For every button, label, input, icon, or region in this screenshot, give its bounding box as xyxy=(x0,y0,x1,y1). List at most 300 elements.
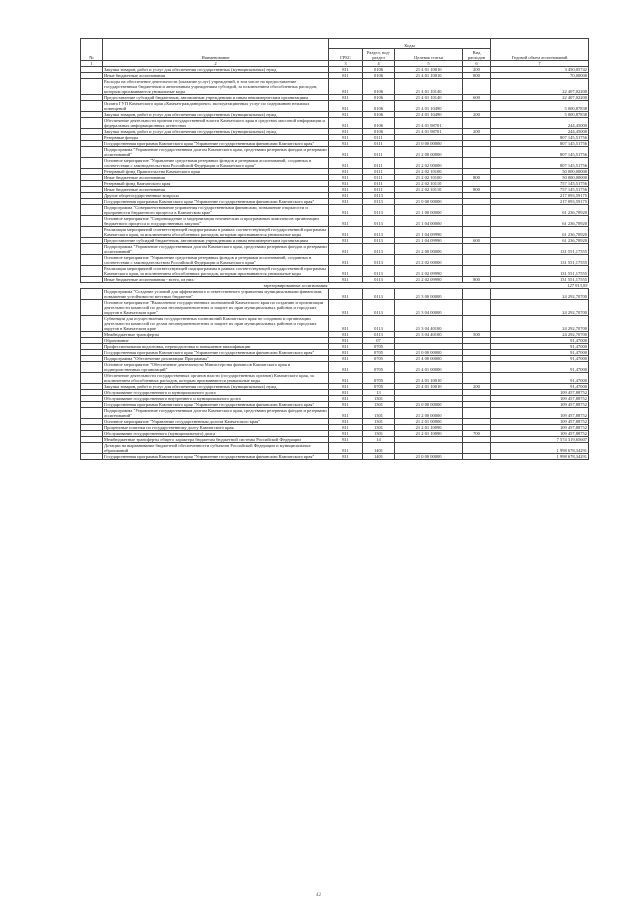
cell-name: Подпрограмма "Управление государственным долгом Камчатского края, средствами резервных фондов и резервами ассигнований" xyxy=(104,408,327,418)
table-row xyxy=(81,101,589,112)
cell-amount: 22 407,02200 xyxy=(491,79,589,95)
cell-num xyxy=(81,300,103,316)
cell-amount: 757 145,51756 xyxy=(491,181,589,187)
cell-amount: 807 145,51756 xyxy=(491,147,589,158)
cell-name: Резервный фонд Правительства Камчатского края xyxy=(103,169,329,175)
cell-name: Основное мероприятие "Управление государственным долгом Камчатского края" xyxy=(103,419,329,425)
col-number: 1 xyxy=(81,61,103,67)
col-number: 3 xyxy=(329,61,363,67)
cell-csr: 21 2 02 00000 xyxy=(395,255,463,266)
cell-vr xyxy=(463,158,491,169)
cell-grbs: 811 xyxy=(329,181,363,187)
header-codes: Коды xyxy=(329,39,491,49)
cell-grbs: 811 xyxy=(329,67,363,73)
cell-amount: 244,45000 xyxy=(491,118,589,129)
cell-rz: 0705 xyxy=(363,344,395,350)
table-row xyxy=(81,158,589,169)
table-row xyxy=(81,443,589,454)
cell-vr: 200 xyxy=(463,129,491,135)
cell-grbs: 811 xyxy=(329,437,363,443)
header-row-top xyxy=(81,39,589,49)
cell-num xyxy=(81,373,103,384)
cell-grbs: 811 xyxy=(329,118,363,129)
cell-csr: 21 2 00 00000 xyxy=(395,408,463,419)
cell-amount: 5 000,87838 xyxy=(491,112,589,118)
cell-grbs: 811 xyxy=(329,227,363,238)
cell-rz: 0113 xyxy=(363,289,395,300)
cell-grbs: 811 xyxy=(329,344,363,350)
cell-amount: 91,47000 xyxy=(491,373,589,384)
cell-amount: 50 000,00000 xyxy=(491,175,589,181)
cell-grbs: 811 xyxy=(329,112,363,118)
cell-name: Другие общегосударственные вопросы xyxy=(103,193,329,199)
cell-grbs: 811 xyxy=(329,419,363,425)
cell-amount: 91,47000 xyxy=(491,356,589,362)
cell-amount: 91,47000 xyxy=(491,350,589,356)
cell-amount: 131 551,17555 xyxy=(491,277,589,283)
cell-rz: 0113 xyxy=(363,266,395,277)
cell-csr: 21 3 04 40100 xyxy=(395,332,463,338)
header-name: Наименование xyxy=(103,39,329,61)
cell-name: Основное мероприятие "Управление средствами резервных фондов и резервами ассигнований, созданных в соответствии с законодательством Российской Федерации и Камчатского края" xyxy=(103,158,329,169)
cell-grbs: 811 xyxy=(329,350,363,356)
cell-amount: 61 236,70920 xyxy=(491,216,589,227)
cell-grbs: 811 xyxy=(329,425,363,431)
cell-vr xyxy=(463,101,491,112)
cell-csr: 21 4 01 10140 xyxy=(395,95,463,101)
cell-name: Реализация мероприятий соответствующей подпрограммы в рамках соответствующей государственной программы Камчатского края, за исключением обособленных расходов, которым присваиваются уникальные коды xyxy=(103,227,329,238)
cell-rz: 0113 xyxy=(363,300,395,316)
table-row xyxy=(81,255,589,266)
cell-csr: 21 4 01 10010 xyxy=(395,373,463,384)
cell-amount: 24 292,70700 xyxy=(491,289,589,300)
cell-rz: 0705 xyxy=(363,362,395,373)
cell-name: Подпрограмма "Обеспечение реализации Программы" xyxy=(103,356,329,362)
cell-vr xyxy=(463,362,491,373)
cell-rz: 0106 xyxy=(363,129,395,135)
header-grbs: ГРБС xyxy=(329,49,363,61)
cell-amount: 217 093,59175 xyxy=(491,199,589,205)
cell-csr: 21 2 00 00000 xyxy=(395,244,463,255)
cell-grbs: 811 xyxy=(329,396,363,402)
cell-amount: 109 457,88752 xyxy=(491,425,589,431)
cell-name: Оплата ГУП Камчатского края «Камчатгражданпроект» эксплуатационных услуг по содержанию нежилых помещений xyxy=(103,101,329,112)
col-number: 7 xyxy=(491,61,589,67)
cell-vr xyxy=(463,300,491,316)
cell-vr xyxy=(463,266,491,277)
cell-csr: 21 4 00 00000 xyxy=(395,356,463,362)
budget-sheet xyxy=(80,38,588,460)
cell-vr xyxy=(463,205,491,216)
cell-grbs: 811 xyxy=(329,205,363,216)
cell-vr xyxy=(463,255,491,266)
cell-grbs: 811 xyxy=(329,95,363,101)
header-num: № xyxy=(81,39,103,61)
cell-name: Подпрограмма "Совершенствование управления государственными финансами, повышение открытости и прозрачности бюджетного процесса в Камчатском крае" xyxy=(103,205,329,216)
cell-amount: 131 551,17555 xyxy=(491,244,589,255)
cell-name: Закупка товаров, работ и услуг для обеспечения государственных (муниципальных) нужд xyxy=(103,112,329,118)
cell-grbs: 811 xyxy=(329,255,363,266)
cell-rz: 0106 xyxy=(363,67,395,73)
cell-rz: 1401 xyxy=(363,454,395,460)
cell-csr: 21 2 02 09990 xyxy=(395,277,463,283)
cell-grbs: 811 xyxy=(329,135,363,141)
cell-name: Подпрограмма "Управление государственным долгом Камчатского края, средствами резервных фондов и резервами ассигнований" xyxy=(104,244,327,254)
cell-name: Обеспечение деятельности органов государственной власти Камчатского края в средствах массовой информации и федеральных информационных агентствах xyxy=(103,118,329,129)
cell-num xyxy=(81,101,103,112)
cell-vr xyxy=(463,408,491,419)
cell-amount: 244,45000 xyxy=(491,129,589,135)
cell-csr: 21 0 00 00000 xyxy=(395,199,463,205)
cell-vr: 600 xyxy=(463,238,491,244)
cell-grbs: 811 xyxy=(329,289,363,300)
cell-num xyxy=(81,454,103,460)
cell-csr: 21 4 01 10490 xyxy=(395,112,463,118)
cell-vr: 200 xyxy=(463,112,491,118)
cell-rz: 1401 xyxy=(363,443,395,454)
cell-name: Процентные платежи по государственному долгу Камчатского края xyxy=(103,425,329,431)
table-row xyxy=(81,289,589,300)
cell-name: Иные бюджетные ассигнования - всего, из них: xyxy=(103,277,329,283)
cell-rz: 0705 xyxy=(363,350,395,356)
cell-grbs: 811 xyxy=(329,175,363,181)
cell-name: Государственная программа Камчатского края "Управление государственными финансами Камчатского края" xyxy=(103,402,329,408)
cell-vr xyxy=(463,443,491,454)
cell-rz: 1301 xyxy=(363,402,395,408)
cell-name: Предоставление субсидий бюджетным, автономным учреждениям и иным некоммерческим организациям xyxy=(103,95,329,101)
cell-vr: 200 xyxy=(463,384,491,390)
cell-csr: 21 1 04 09990 xyxy=(395,227,463,238)
cell-amount: 109 457,88752 xyxy=(491,396,589,402)
table-row xyxy=(81,118,589,129)
cell-rz: 0111 xyxy=(363,181,395,187)
cell-amount: 22 407,02200 xyxy=(491,95,589,101)
cell-amount: 91,47000 xyxy=(491,362,589,373)
cell-name: Резервные фонды xyxy=(103,135,329,141)
cell-amount: 217 093,59175 xyxy=(491,193,589,199)
cell-vr: 800 xyxy=(463,175,491,181)
cell-grbs: 811 xyxy=(329,454,363,460)
cell-vr: 800 xyxy=(463,187,491,193)
table-row xyxy=(81,300,589,316)
cell-csr: 21 4 01 10140 xyxy=(395,79,463,95)
cell-name: Государственная программа Камчатского края "Управление государственными финансами Камчатского края" xyxy=(103,141,329,147)
cell-num xyxy=(81,255,103,266)
cell-grbs: 811 xyxy=(329,244,363,255)
cell-grbs: 811 xyxy=(329,390,363,396)
table-row xyxy=(81,408,589,419)
cell-name: Обслуживание государственного (муниципального) долга xyxy=(103,431,329,437)
cell-csr: 21 1 04 09990 xyxy=(395,238,463,244)
cell-grbs: 811 xyxy=(329,384,363,390)
cell-vr: 700 xyxy=(463,431,491,437)
table-row xyxy=(81,266,589,277)
cell-num xyxy=(81,443,103,454)
cell-rz: 0113 xyxy=(363,199,395,205)
cell-vr: 500 xyxy=(463,332,491,338)
cell-name: Иные бюджетные ассигнования xyxy=(103,187,329,193)
col-number: 6 xyxy=(463,61,491,67)
cell-name: Обслуживание государственного внутреннего и муниципального долга xyxy=(103,396,329,402)
cell-csr: 21 0 00 00000 xyxy=(395,454,463,460)
col-number: 5 xyxy=(395,61,463,67)
cell-amount: 24 292,70700 xyxy=(491,332,589,338)
table-row xyxy=(81,454,589,460)
cell-grbs: 811 xyxy=(329,277,363,283)
cell-grbs: 811 xyxy=(329,129,363,135)
cell-num xyxy=(81,266,103,277)
cell-name: Основное мероприятие "Выполнение государственных полномочий Камчатского края по созданию и организации деятельности комиссий по делам несовершеннолетних и защите их прав муниципальных районов и городских округов в Камчатском крае" xyxy=(103,300,329,316)
cell-grbs: 811 xyxy=(329,158,363,169)
cell-num xyxy=(81,362,103,373)
cell-grbs: 811 xyxy=(329,169,363,175)
cell-rz: 1301 xyxy=(363,419,395,425)
cell-csr: 21 0 00 00000 xyxy=(395,350,463,356)
cell-amount: 131 551,17555 xyxy=(491,266,589,277)
cell-num xyxy=(81,408,103,419)
cell-grbs: 811 xyxy=(329,73,363,79)
cell-name: Дотации на выравнивание бюджетной обеспеченности субъектов Российской Федерации и муниципальных образований xyxy=(103,443,329,454)
cell-rz: 0106 xyxy=(363,79,395,95)
cell-rz: 0113 xyxy=(363,238,395,244)
cell-vr: 200 xyxy=(463,67,491,73)
cell-rz: 1301 xyxy=(363,431,395,437)
table-row xyxy=(81,147,589,158)
cell-amount: 131 551,17555 xyxy=(491,255,589,266)
cell-vr xyxy=(463,373,491,384)
cell-name: Основное мероприятие "Сопровождение и модернизация технических и программных комплексов организации бюджетного процесса и государственных закупок" xyxy=(103,216,329,227)
cell-rz: 0705 xyxy=(363,384,395,390)
cell-name: Основное мероприятие "Обеспечение деятельности Министерства финансов Камчатского края и подведомственных организаций" xyxy=(103,362,329,373)
cell-num xyxy=(81,205,103,216)
cell-vr xyxy=(463,454,491,460)
cell-amount: 24 292,70700 xyxy=(491,300,589,316)
cell-rz: 0111 xyxy=(363,135,395,141)
cell-rz: 0106 xyxy=(363,73,395,79)
table-row xyxy=(81,216,589,227)
cell-name: Государственная программа Камчатского края "Управление государственными финансами Камчатского края" xyxy=(103,350,329,356)
cell-amount: 1 998 678,34291 xyxy=(491,443,589,454)
cell-csr: 21 2 02 10110 xyxy=(395,187,463,193)
cell-grbs: 811 xyxy=(329,316,363,332)
cell-rz: 0113 xyxy=(363,277,395,283)
cell-csr: 21 3 00 00000 xyxy=(395,289,463,300)
cell-rz: 0111 xyxy=(363,141,395,147)
cell-name: Субвенции для осуществления государственных полномочий Камчатского края по созданию и организации деятельности комиссий по делам несовершеннолетних и защите их прав муниципальных районов и городских округов в Камчатском крае xyxy=(103,316,329,332)
col-number: 2 xyxy=(103,61,329,67)
cell-amount: 61 236,70920 xyxy=(491,238,589,244)
cell-vr xyxy=(463,118,491,129)
cell-rz: 0113 xyxy=(363,193,395,199)
cell-num xyxy=(81,79,103,95)
budget-table xyxy=(80,38,589,460)
cell-csr: 21 3 04 40100 xyxy=(395,316,463,332)
header-amount: Годовой объем ассигнований xyxy=(491,39,589,61)
cell-num xyxy=(81,158,103,169)
cell-csr: 21 4 01 98701 xyxy=(395,129,463,135)
cell-num xyxy=(81,216,103,227)
cell-csr: 21 2 02 10100 xyxy=(395,169,463,175)
cell-amount: 109 457,88752 xyxy=(491,402,589,408)
cell-rz: 0113 xyxy=(363,255,395,266)
cell-csr: 21 2 02 10100 xyxy=(395,175,463,181)
cell-amount: 807 145,51756 xyxy=(491,158,589,169)
cell-num xyxy=(81,227,103,238)
cell-amount: 61 236,70920 xyxy=(491,205,589,216)
cell-rz: 0106 xyxy=(363,112,395,118)
cell-rz: 0106 xyxy=(363,95,395,101)
cell-csr: 21 4 01 10010 xyxy=(395,384,463,390)
cell-rz: 1301 xyxy=(363,425,395,431)
cell-rz: 0113 xyxy=(363,244,395,255)
cell-amount: 807 145,51756 xyxy=(491,141,589,147)
cell-vr: 800 xyxy=(463,277,491,283)
cell-csr: 21 2 00 00000 xyxy=(395,147,463,158)
cell-amount: 109 457,88752 xyxy=(491,408,589,419)
cell-name: Резервный фонд Камчатского края xyxy=(103,181,329,187)
cell-name: Основное мероприятие "Управление средствами резервных фондов и резервами ассигнований, созданных в соответствии с законодательством Российской Федерации и Камчатского края" xyxy=(103,255,329,266)
cell-name: Обеспечение деятельности государственных органов власти (государственных органов) Камчатского края, за исключением обособленных расходов, которым присваиваются уникальные коды xyxy=(103,373,329,384)
cell-csr xyxy=(395,443,463,454)
cell-grbs: 811 xyxy=(329,266,363,277)
cell-name: Предоставление субсидий бюджетным, автономным учреждениям и иным некоммерческим организациям xyxy=(103,238,329,244)
cell-num xyxy=(81,118,103,129)
page-number: 42 xyxy=(316,893,321,898)
cell-amount: 5 000,87838 xyxy=(491,101,589,112)
cell-csr: 21 2 01 00000 xyxy=(395,419,463,425)
cell-rz: 0113 xyxy=(363,316,395,332)
cell-name: зарезервированные ассигнования xyxy=(263,283,328,288)
cell-vr xyxy=(463,316,491,332)
cell-name: Образование xyxy=(103,338,329,344)
cell-vr xyxy=(463,147,491,158)
cell-num xyxy=(81,289,103,300)
col-number: 4 xyxy=(363,61,395,67)
cell-name: Закупка товаров, работ и услуг для обеспечения государственных (муниципальных) нужд xyxy=(103,67,329,73)
cell-rz: 0111 xyxy=(363,175,395,181)
cell-rz: 0113 xyxy=(363,332,395,338)
cell-amount: 109 457,88752 xyxy=(491,431,589,437)
cell-rz: 0111 xyxy=(363,147,395,158)
table-row xyxy=(81,316,589,332)
cell-num xyxy=(81,316,103,332)
cell-rz: 1301 xyxy=(363,396,395,402)
cell-amount: 91,47000 xyxy=(491,338,589,344)
cell-grbs: 811 xyxy=(329,356,363,362)
cell-rz: 0113 xyxy=(363,227,395,238)
cell-grbs: 811 xyxy=(329,187,363,193)
cell-rz: 0111 xyxy=(363,187,395,193)
cell-grbs: 811 xyxy=(329,431,363,437)
cell-name: Профессиональная подготовка, переподготовка и повышение квалификации xyxy=(103,344,329,350)
cell-grbs: 811 xyxy=(329,79,363,95)
cell-csr: 21 1 04 00000 xyxy=(395,216,463,227)
cell-name: Реализация мероприятий соответствующей подпрограммы в рамках соответствующей государственной программы Камчатского края, за исключением обособленных расходов, которым присваиваются уникальные коды xyxy=(103,266,329,277)
budget-rows xyxy=(81,67,589,460)
cell-vr xyxy=(463,227,491,238)
cell-amount: 70,00000 xyxy=(491,73,589,79)
cell-grbs: 811 xyxy=(329,443,363,454)
cell-name: Государственная программа Камчатского края "Управление государственными финансами Камчатского края" xyxy=(103,199,329,205)
header-csr: Целевая статья xyxy=(395,49,463,61)
cell-csr: 21 4 01 00000 xyxy=(395,362,463,373)
cell-csr: 21 2 02 09990 xyxy=(395,266,463,277)
cell-rz: 0705 xyxy=(363,373,395,384)
cell-csr: 21 1 00 00000 xyxy=(395,205,463,216)
cell-num xyxy=(81,244,103,255)
cell-rz: 0705 xyxy=(363,356,395,362)
cell-amount: 7 574 319,65607 xyxy=(491,437,589,443)
cell-grbs: 811 xyxy=(329,402,363,408)
cell-num xyxy=(81,147,103,158)
cell-csr: 21 2 01 10090 xyxy=(395,425,463,431)
cell-rz: 1301 xyxy=(363,408,395,419)
header-rz: Раздел, под-раздел xyxy=(363,49,395,61)
cell-csr: 21 0 00 00000 xyxy=(395,141,463,147)
cell-amount: 3 450,05742 xyxy=(491,67,589,73)
cell-amount: 807 145,51756 xyxy=(491,135,589,141)
cell-grbs: 811 xyxy=(329,238,363,244)
cell-name: Иные бюджетные ассигнования xyxy=(103,175,329,181)
cell-csr: 21 4 01 10010 xyxy=(395,73,463,79)
cell-rz: 07 xyxy=(363,338,395,344)
cell-name: Подпрограмма "Создание условий для эффективного и ответственного управления муниципальными финансами, повышение устойчивости местных бюджетов" xyxy=(103,289,329,300)
cell-csr: 21 0 00 00000 xyxy=(395,402,463,408)
cell-grbs: 811 xyxy=(329,199,363,205)
cell-amount: 61 236,70920 xyxy=(491,227,589,238)
cell-rz: 0111 xyxy=(363,158,395,169)
cell-amount: 91,47000 xyxy=(491,384,589,390)
cell-vr: 600 xyxy=(463,95,491,101)
cell-grbs: 811 xyxy=(329,338,363,344)
cell-grbs: 811 xyxy=(329,141,363,147)
cell-grbs: 811 xyxy=(329,300,363,316)
cell-name: Закупка товаров, работ и услуг для обеспечения государственных (муниципальных) нужд xyxy=(103,384,329,390)
cell-name: Государственная программа Камчатского края "Управление государственными финансами Камчатского края" xyxy=(103,454,329,460)
cell-name: Подпрограмма "Управление государственным долгом Камчатского края, средствами резервных фондов и резервами ассигнований" xyxy=(104,147,327,157)
cell-vr xyxy=(463,244,491,255)
cell-grbs: 811 xyxy=(329,332,363,338)
cell-amount: 109 457,88752 xyxy=(491,390,589,396)
cell-csr: 21 2 01 10090 xyxy=(395,431,463,437)
cell-rz: 14 xyxy=(363,437,395,443)
cell-grbs: 811 xyxy=(329,216,363,227)
cell-vr xyxy=(463,216,491,227)
header-vr: Вид расходов xyxy=(463,49,491,61)
cell-name: Обслуживание государственного и муниципального долга xyxy=(103,390,329,396)
table-row xyxy=(81,244,589,255)
cell-vr: 800 xyxy=(463,73,491,79)
cell-grbs: 811 xyxy=(329,147,363,158)
table-row xyxy=(81,227,589,238)
cell-name: Иные бюджетные ассигнования xyxy=(103,73,329,79)
cell-csr: 21 4 01 10490 xyxy=(395,101,463,112)
cell-amount: 127 913,93 xyxy=(567,283,588,288)
cell-name: Расходы на обеспечение деятельности (оказание услуг) учреждений, в том числе на предоставление государственным бюджетным и автономным учреждениям субсидий, за исключением обособленных расходов, которым присваиваются уникальные коды xyxy=(103,79,329,95)
cell-vr xyxy=(463,79,491,95)
table-row xyxy=(81,79,589,95)
cell-amount: 757 145,51756 xyxy=(491,187,589,193)
cell-amount: 109 457,88752 xyxy=(491,419,589,425)
cell-vr xyxy=(463,289,491,300)
cell-grbs: 811 xyxy=(329,408,363,419)
cell-csr: 21 2 02 10110 xyxy=(395,181,463,187)
cell-rz: 0106 xyxy=(363,118,395,129)
cell-rz: 0113 xyxy=(363,216,395,227)
cell-name: Межбюджетные трансферты общего характера бюджетам бюджетной системы Российской Федерации xyxy=(103,437,329,443)
cell-grbs: 811 xyxy=(329,362,363,373)
table-row xyxy=(81,373,589,384)
